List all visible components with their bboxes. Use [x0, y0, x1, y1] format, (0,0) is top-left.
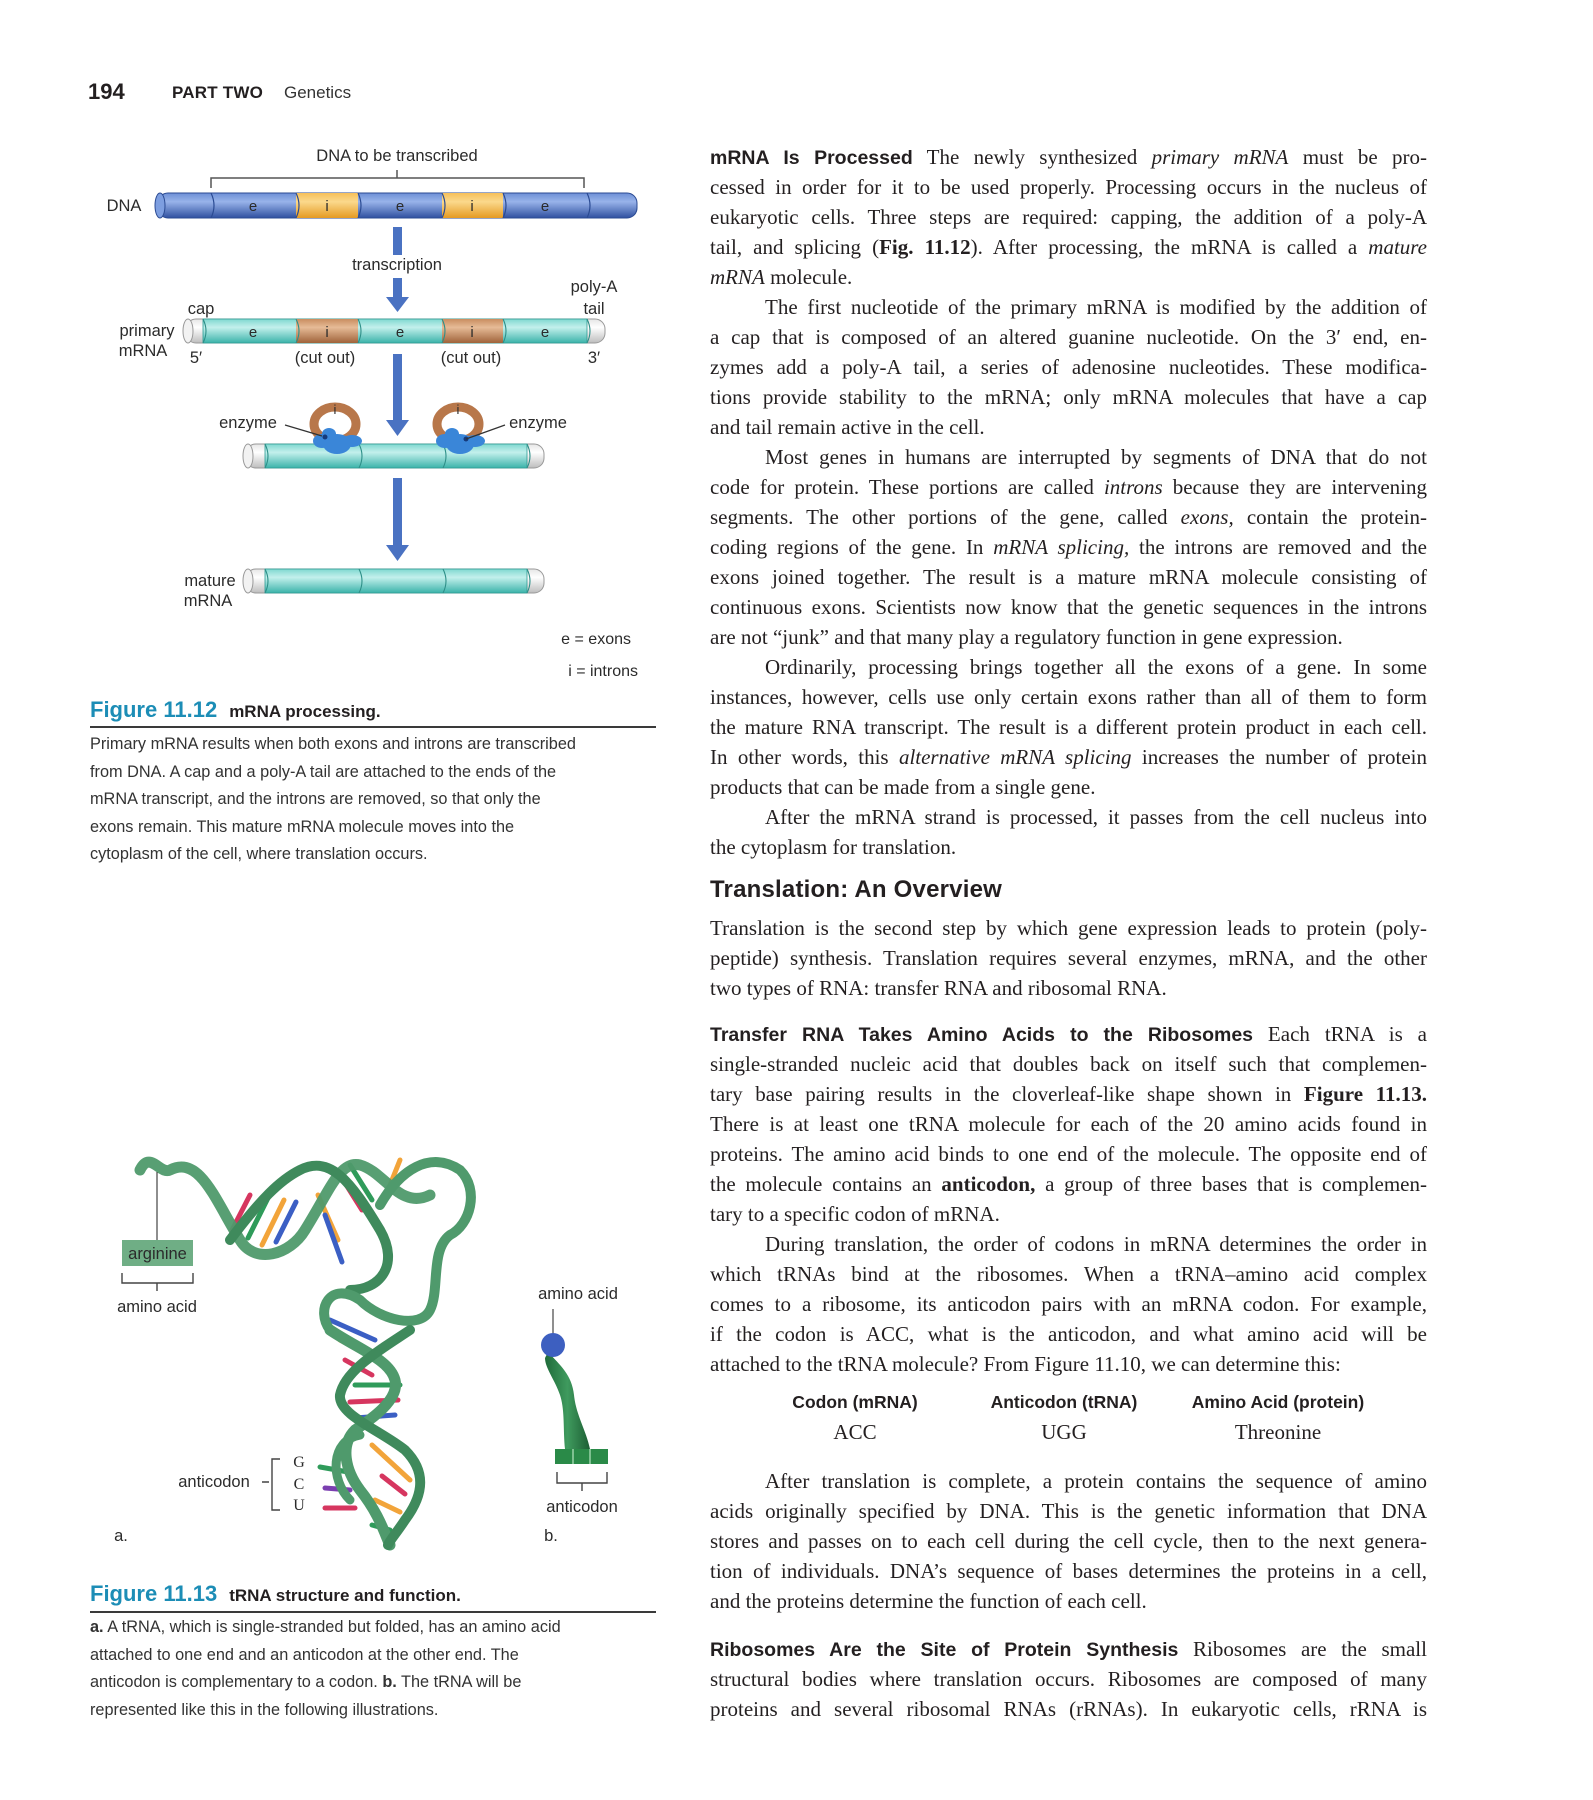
text-line	[710, 1199, 1427, 1229]
text-line	[710, 652, 1427, 682]
intron-label: i	[470, 198, 474, 215]
text-run: After the mRNA strand is processed, it passes from the cell nucleus into	[765, 805, 1427, 829]
text-line	[710, 973, 1427, 1003]
exon-label: e	[395, 324, 405, 341]
text-line	[710, 1466, 1427, 1496]
text-line	[710, 232, 1427, 262]
text-line	[710, 1496, 1427, 1526]
exon-label: e	[540, 198, 550, 215]
text-run: The tRNA will be	[396, 1673, 522, 1692]
text-line	[710, 1694, 1427, 1724]
label-transcription: transcription	[352, 256, 442, 274]
text-line	[710, 502, 1427, 532]
text-line	[710, 1664, 1427, 1694]
section-heading-translation: Translation: An Overview	[710, 876, 1002, 903]
text-run: products that can be made from a single gene.	[710, 775, 1096, 799]
text-line	[710, 913, 1427, 943]
text-line	[710, 142, 1427, 172]
intron-label: i	[325, 324, 329, 341]
figure-11-12-caption	[90, 731, 670, 869]
label-cap: cap	[187, 300, 215, 318]
table-header: Codon (mRNA)	[792, 1392, 918, 1412]
text-run: from DNA. A cap and a poly-A tail are attached to the ends of the	[90, 762, 557, 781]
section-mrna-processed	[710, 142, 1427, 862]
text-line	[710, 1049, 1427, 1079]
mature-mrna-bar	[243, 569, 544, 593]
text-line	[710, 262, 1427, 292]
splicing-arrow	[386, 354, 409, 436]
text-run: anticodon is complementary to a codon.	[90, 1673, 383, 1692]
run-in-heading: Ribosomes Are the Site of Protein Synthesis	[710, 1639, 1179, 1661]
panel-label-b: b.	[544, 1527, 558, 1545]
label-primary-mrna: mRNA	[118, 342, 168, 360]
text-run: zymes add a poly-A tail, a series of adenosine nucleotides. These modifica-	[710, 355, 1427, 379]
text-run: two types of RNA: transfer RNA and ribosomal RNA.	[710, 976, 1167, 1000]
anticodon-base: U	[293, 1497, 305, 1514]
anticodon-bracket	[262, 1459, 280, 1510]
figure-11-13-caption	[90, 1614, 670, 1724]
text-line	[710, 1109, 1427, 1139]
text-line	[710, 1079, 1427, 1109]
figure-illustrations	[0, 0, 700, 1800]
text-run: and the proteins determine the function of each cell.	[710, 1589, 1147, 1613]
text-line	[710, 352, 1427, 382]
text-line	[710, 1289, 1427, 1319]
text-line	[710, 472, 1427, 502]
figure-title: tRNA structure and function.	[229, 1586, 461, 1605]
label-mature: mature	[184, 572, 236, 590]
text-run: In other words, this	[710, 745, 899, 769]
bold-run: a.	[90, 1618, 104, 1636]
maturation-arrow	[386, 478, 409, 561]
label-dna: DNA	[106, 197, 142, 215]
text-run: contain the protein-	[1233, 505, 1427, 529]
text-run: coding regions of the gene. In	[710, 535, 994, 559]
text-run: exons joined together. The result is a mature mRNA molecule consisting of	[710, 565, 1427, 589]
spliced-mrna-bar	[243, 444, 544, 468]
text-run: During translation, the order of codons in mRNA determines the order in	[765, 1232, 1427, 1256]
text-line	[710, 292, 1427, 322]
text-run: cessed in order for it to be used properly. Processing occurs in the nucleus of	[710, 175, 1427, 199]
text-line	[710, 1229, 1427, 1259]
text-line	[710, 412, 1427, 442]
label-amino-acid: amino acid	[117, 1298, 197, 1316]
label-anticodon: anticodon	[546, 1498, 618, 1516]
anticodon-base: G	[293, 1454, 305, 1471]
text-run: if the codon is ACC, what is the anticodon, and what amino acid will be	[710, 1322, 1427, 1346]
text-run: Primary mRNA results when both exons and introns are transcribed	[90, 735, 576, 753]
text-line	[710, 172, 1427, 202]
text-line	[710, 202, 1427, 232]
figure-11-12-diagram	[107, 147, 638, 680]
text-line	[710, 322, 1427, 352]
section-ribosomes	[710, 1634, 1427, 1724]
label-cut-out: (cut out)	[294, 349, 356, 367]
bold-run: Figure 11.13.	[1303, 1082, 1427, 1106]
text-run: The newly synthesized	[912, 145, 1152, 169]
text-line	[710, 1319, 1427, 1349]
caption-rule	[90, 1611, 656, 1613]
figure-11-13-diagram	[114, 1160, 618, 1545]
text-run: exons remain. This mature mRNA molecule moves into the	[90, 817, 515, 836]
label-dna-to-be-transcribed: DNA to be transcribed	[316, 147, 478, 165]
text-run: Ordinarily, processing brings together all the exons of a gene. In some	[765, 655, 1427, 679]
intron-label: i	[325, 198, 329, 215]
text-run: There is at least one tRNA molecule for each of the 20 amino acids found in	[710, 1112, 1427, 1136]
text-line	[710, 382, 1427, 412]
text-line	[710, 1586, 1427, 1616]
italic-run: mature	[1368, 235, 1427, 259]
text-run: tary to a specific codon of mRNA.	[710, 1202, 1000, 1226]
caption-rule	[90, 726, 656, 728]
running-head-section: Genetics	[284, 83, 352, 102]
amino-acid-bracket	[122, 1273, 193, 1291]
text-run: continuous exons. Scientists now know that the genetic sequences in the introns	[710, 595, 1427, 619]
text-run: comes to a ribosome, its anticodon pairs with an mRNA codon. For example,	[710, 1292, 1427, 1316]
text-line	[90, 841, 670, 869]
text-run: tary base pairing results in the cloverleaf-like shape shown in	[710, 1082, 1304, 1106]
label-3-prime: 3′	[587, 349, 601, 367]
text-run: Most genes in humans are interrupted by segments of DNA that do not	[765, 445, 1427, 469]
text-line	[90, 1614, 670, 1642]
text-line	[90, 814, 670, 842]
italic-run: mRNA	[710, 265, 765, 289]
text-run: attached to one end and an anticodon at the other end. The	[90, 1645, 519, 1664]
text-line	[710, 682, 1427, 712]
text-run: After translation is complete, a protein contains the sequence of amino	[765, 1469, 1427, 1493]
text-line	[710, 1526, 1427, 1556]
text-run: the cytoplasm for translation.	[710, 835, 957, 859]
text-run: cytoplasm of the cell, where translation occurs.	[90, 845, 428, 864]
text-line	[710, 1634, 1427, 1664]
page-number: 194	[88, 79, 125, 104]
text-run: are not “junk” and that many play a regulatory function in gene expression.	[710, 625, 1343, 649]
dna-bar	[155, 193, 637, 218]
italic-run: exons,	[1180, 505, 1234, 529]
label-enzyme: enzyme	[509, 414, 567, 432]
text-line	[710, 943, 1427, 973]
exon-label: e	[395, 198, 405, 215]
text-line	[90, 786, 670, 814]
label-primary: primary	[119, 322, 175, 340]
text-run: represented like this in the following illustrations.	[90, 1700, 439, 1719]
exon-label: e	[248, 324, 258, 341]
text-run: stores and passes on to each cell during the cell cycle, then to the next genera-	[710, 1529, 1427, 1553]
text-line	[710, 622, 1427, 652]
transcribed-region-bracket	[211, 170, 584, 188]
figure-11-12-title	[90, 697, 381, 723]
run-in-heading: Transfer RNA Takes Amino Acids to the Ribosomes	[710, 1024, 1254, 1046]
label-mature-mrna: mRNA	[183, 592, 233, 610]
text-run: because they are intervening	[1162, 475, 1427, 499]
trna-symbol-icon	[541, 1333, 608, 1464]
intron-label: i	[456, 402, 460, 417]
text-run: which tRNAs bind at the ribosomes. When a tRNA–amino acid complex	[710, 1262, 1427, 1286]
text-line	[90, 1669, 670, 1697]
text-line	[90, 1697, 670, 1725]
text-run: tion of individuals. DNA’s sequence of bases determines the proteins in a cell,	[710, 1559, 1427, 1583]
bold-run: b.	[382, 1673, 397, 1692]
figure-title: mRNA processing.	[229, 702, 381, 721]
bold-run: Fig. 11.12	[879, 235, 971, 259]
panel-label-a: a.	[114, 1527, 128, 1545]
table-cell: Threonine	[1234, 1420, 1322, 1444]
text-line	[710, 1349, 1427, 1379]
anticodon-base: C	[293, 1476, 305, 1493]
text-run: instances, however, cells use only certain exons rather than all of them to form	[710, 685, 1427, 709]
primary-mrna-bar	[183, 319, 605, 343]
translation-intro	[710, 913, 1427, 1003]
text-run: A tRNA, which is single-stranded but folded, has an amino acid	[103, 1618, 561, 1636]
text-line	[710, 1139, 1427, 1169]
text-run: tions provide stability to the mRNA; only mRNA molecules that have a cap	[710, 385, 1427, 409]
intron-label: i	[333, 402, 337, 417]
italic-run: primary mRNA	[1151, 145, 1289, 169]
bold-run: anticodon,	[941, 1172, 1036, 1196]
intron-label: i	[470, 324, 474, 341]
table-cell: UGG	[1041, 1420, 1087, 1444]
label-enzyme: enzyme	[219, 414, 277, 432]
section-transfer-rna	[710, 1019, 1427, 1379]
text-run: and tail remain active in the cell.	[710, 415, 985, 439]
text-line	[710, 532, 1427, 562]
text-run: molecule.	[764, 265, 853, 289]
text-line	[710, 772, 1427, 802]
label-poly-a: poly-A	[570, 278, 618, 296]
text-run: segments. The other portions of the gene, called	[710, 505, 1181, 529]
text-run: tail, and splicing (	[710, 235, 880, 259]
text-line	[710, 802, 1427, 832]
legend-exons: e = exons	[561, 631, 631, 648]
text-run: proteins and several ribosomal RNAs (rRNAs). In eukaryotic cells, rRNA is	[710, 1697, 1427, 1721]
text-line	[710, 1556, 1427, 1586]
label-arginine: arginine	[128, 1245, 187, 1263]
text-line	[710, 562, 1427, 592]
anticodon-bracket	[557, 1472, 607, 1491]
text-line	[90, 1642, 670, 1670]
text-line	[90, 759, 670, 787]
table-cell: ACC	[833, 1420, 877, 1444]
text-run: mRNA transcript, and the introns are removed, so that only the	[90, 790, 541, 809]
exon-label: e	[248, 198, 258, 215]
run-in-heading: mRNA Is Processed	[710, 147, 913, 169]
figure-number: Figure 11.12	[90, 697, 218, 722]
text-run: single-stranded nucleic acid that doubles back on itself such that complemen-	[710, 1052, 1427, 1076]
text-run: code for protein. These portions are called	[710, 475, 1104, 499]
label-cut-out: (cut out)	[440, 349, 502, 367]
table-header: Anticodon (tRNA)	[990, 1392, 1138, 1412]
text-run: ). After processing, the mRNA is called a	[970, 235, 1369, 259]
text-run: Ribosomes are the small	[1178, 1637, 1427, 1661]
after-translation-paragraph	[710, 1466, 1427, 1616]
text-line	[710, 712, 1427, 742]
italic-run: mRNA splicing,	[993, 535, 1130, 559]
text-line	[710, 592, 1427, 622]
text-run: must be pro-	[1288, 145, 1427, 169]
text-run: Translation is the second step by which gene expression leads to protein (poly-	[710, 916, 1427, 940]
text-run: structural bodies where translation occurs. Ribosomes are composed of many	[710, 1667, 1427, 1691]
figure-number: Figure 11.13	[90, 1581, 218, 1606]
text-run: attached to the tRNA molecule? From Figure 11.10, we can determine this:	[710, 1352, 1341, 1376]
exon-label: e	[540, 324, 550, 341]
text-line	[710, 1169, 1427, 1199]
legend-introns: i = introns	[568, 663, 638, 680]
label-amino-acid: amino acid	[538, 1285, 618, 1303]
text-line	[710, 442, 1427, 472]
text-run: proteins. The amino acid binds to one end of the molecule. The opposite end of	[710, 1142, 1427, 1166]
table-header: Amino Acid (protein)	[1191, 1392, 1365, 1412]
running-head-part: PART TWO	[172, 83, 263, 102]
label-5-prime: 5′	[189, 349, 203, 367]
italic-run: alternative mRNA splicing	[898, 745, 1132, 769]
text-line	[90, 731, 670, 759]
text-run: increases the number of protein	[1131, 745, 1427, 769]
text-run: The first nucleotide of the primary mRNA is modified by the addition of	[765, 295, 1427, 319]
figure-11-13-title	[90, 1581, 461, 1607]
text-run: a cap that is composed of an altered guanine nucleotide. On the 3′ end, en-	[710, 325, 1427, 349]
text-line	[710, 832, 1427, 862]
text-line	[710, 1019, 1427, 1049]
text-line	[710, 1259, 1427, 1289]
italic-run: introns	[1103, 475, 1163, 499]
text-line	[710, 742, 1427, 772]
label-anticodon: anticodon	[178, 1473, 250, 1491]
text-run: acids originally specified by DNA. This is the genetic information that DNA	[710, 1499, 1427, 1523]
text-run: eukaryotic cells. Three steps are required: capping, the addition of a poly-A	[710, 205, 1427, 229]
text-run: a group of three bases that is complemen-	[1035, 1172, 1427, 1196]
text-run: the mature RNA transcript. The result is a different protein product in each cell.	[710, 715, 1427, 739]
text-run: Each tRNA is a	[1253, 1022, 1428, 1046]
text-run: peptide) synthesis. Translation requires several enzymes, mRNA, and the other	[710, 946, 1427, 970]
label-tail: tail	[583, 300, 605, 318]
text-run: the molecule contains an	[710, 1172, 942, 1196]
text-run: the introns are removed and the	[1129, 535, 1427, 559]
